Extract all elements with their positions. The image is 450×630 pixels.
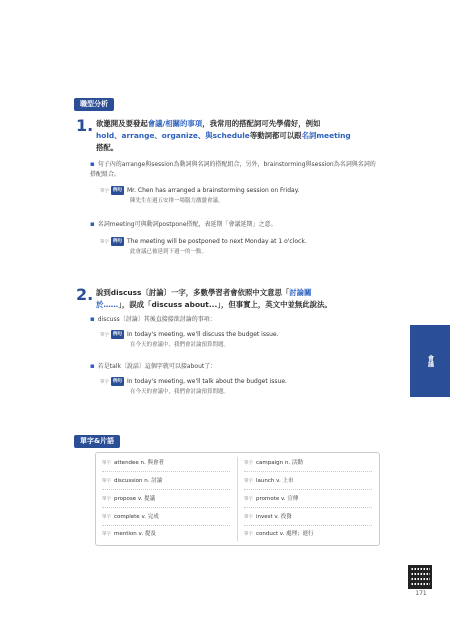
speaker-mark: 單字	[102, 532, 111, 537]
item2-line2-post: 」，誤成「discuss about...」，但事實上，英文中並無此說法。	[118, 300, 332, 309]
item1-example-2	[100, 237, 380, 257]
item-number-1: 1.	[76, 116, 94, 135]
example-en: In today's meeting, we'll discuss the budget issue.	[127, 331, 279, 338]
item1-example-1	[100, 186, 380, 206]
side-chapter-tab	[410, 325, 450, 397]
vocab-item	[244, 526, 372, 542]
example-tag: 例句	[113, 188, 122, 193]
speaker-mark: 單字	[100, 333, 109, 338]
vocab-item	[102, 526, 230, 542]
section-tag-analysis: 職型分析	[74, 98, 114, 111]
speaker-mark: 單字	[102, 479, 111, 484]
vocab-item	[102, 509, 230, 526]
example-zh: 此會議已被延到下週一的一點。	[130, 249, 208, 255]
vocab-text: campaign n. 活動	[256, 460, 303, 466]
item1-bullet-1	[90, 160, 380, 179]
item1-lead	[96, 118, 396, 154]
bullet-text: 名詞meeting可與動詞postpone搭配，表延期「會議延期」之意。	[97, 221, 277, 228]
vocab-text: complete v. 完成	[114, 514, 159, 520]
item1-line1-pre: 欲邀開及要發起	[96, 119, 148, 128]
qr-code-icon	[408, 565, 432, 589]
item-number-2: 2.	[76, 285, 94, 304]
item1-line2-highlight2: 名詞meeting	[301, 131, 351, 140]
item1-line1-post: ，我常用的搭配詞可先學備好，例如	[202, 119, 321, 128]
item2-example-1	[100, 330, 380, 350]
example-en: Mr. Chen has arranged a brainstorming session on Friday.	[127, 187, 300, 194]
item1-line1-highlight: 會議/相關的事項	[147, 119, 203, 128]
speaker-mark: 單字	[102, 497, 111, 502]
item1-line2-highlight: hold、arrange、organize、與schedule	[96, 131, 250, 140]
vocab-item	[102, 473, 230, 490]
vocab-item	[244, 455, 372, 472]
item2-line1-pre: 說到discuss〔討論〕一字，多數學習者會依照中文意思「	[96, 288, 290, 297]
speaker-mark: 單字	[100, 189, 109, 194]
vocab-item	[244, 509, 372, 526]
page-number: 171	[415, 590, 427, 597]
item1-bullet-2	[90, 220, 380, 230]
speaker-mark: 單字	[244, 515, 253, 520]
vocab-text: propose v. 提議	[114, 496, 156, 502]
side-tab-label: 會議	[426, 355, 434, 367]
vocab-item	[244, 473, 372, 490]
item2-lead	[96, 287, 396, 311]
bullet-dot-icon: ▪	[90, 362, 95, 370]
vocab-text: discussion n. 討論	[114, 478, 163, 484]
example-tag: 例句	[113, 239, 122, 244]
speaker-mark: 單字	[100, 240, 109, 245]
vocab-divider	[237, 457, 238, 541]
bullet-text: 句子內的arrange與session為動詞與名詞的搭配組合，另外，brainstorming與session為名詞與名詞的搭配組合。	[90, 161, 376, 178]
example-zh: 陳先生在週五安排一場腦力激盪會議。	[130, 198, 224, 204]
speaker-mark: 單字	[244, 461, 253, 466]
vocab-text: promote v. 宣傳	[256, 496, 299, 502]
item1-line2-mid: 等動詞都可以跟	[249, 131, 302, 140]
example-zh: 在今天的會議中，我們會討論預算問題。	[130, 389, 230, 395]
item1-line3: 搭配。	[96, 143, 119, 152]
vocab-item	[244, 491, 372, 508]
bullet-text: 若是talk〔說話〕這個字就可以接about了：	[97, 363, 217, 370]
item2-example-2	[100, 377, 380, 397]
example-tag: 例句	[113, 379, 122, 384]
bullet-dot-icon: ▪	[90, 220, 95, 228]
speaker-mark: 單字	[244, 532, 253, 537]
speaker-mark: 單字	[100, 380, 109, 385]
speaker-mark: 單字	[244, 497, 253, 502]
bullet-dot-icon: ▪	[90, 315, 95, 323]
vocab-text: conduct v. 處理；進行	[256, 531, 314, 537]
vocab-table	[95, 452, 380, 546]
vocab-text: mention v. 提及	[114, 531, 156, 537]
speaker-mark: 單字	[102, 461, 111, 466]
vocab-item	[102, 455, 230, 472]
bullet-text: discuss〔討論〕其後直接接欲討論的事項：	[97, 316, 216, 323]
example-en: The meeting will be postponed to next Monday at 1 o'clock.	[127, 238, 307, 245]
item2-bullet-1	[90, 315, 380, 325]
example-tag: 例句	[113, 332, 122, 337]
vocab-item	[102, 491, 230, 508]
speaker-mark: 單字	[244, 479, 253, 484]
vocab-text: attendee n. 與會者	[114, 460, 165, 466]
item2-line1-highlight: 討論關	[289, 288, 312, 297]
speaker-mark: 單字	[102, 515, 111, 520]
vocab-text: launch v. 上市	[256, 478, 294, 484]
vocab-text: invest v. 投資	[256, 514, 292, 520]
example-zh: 在今天的會議中，我們會討論預算問題。	[130, 342, 230, 348]
example-en: In today's meeting, we'll talk about the budget issue.	[127, 378, 287, 385]
item2-bullet-2	[90, 362, 380, 372]
item2-line2-highlight: 於……	[96, 300, 119, 309]
bullet-dot-icon: ▪	[90, 160, 95, 168]
section-tag-vocab: 單字&片語	[74, 435, 120, 448]
